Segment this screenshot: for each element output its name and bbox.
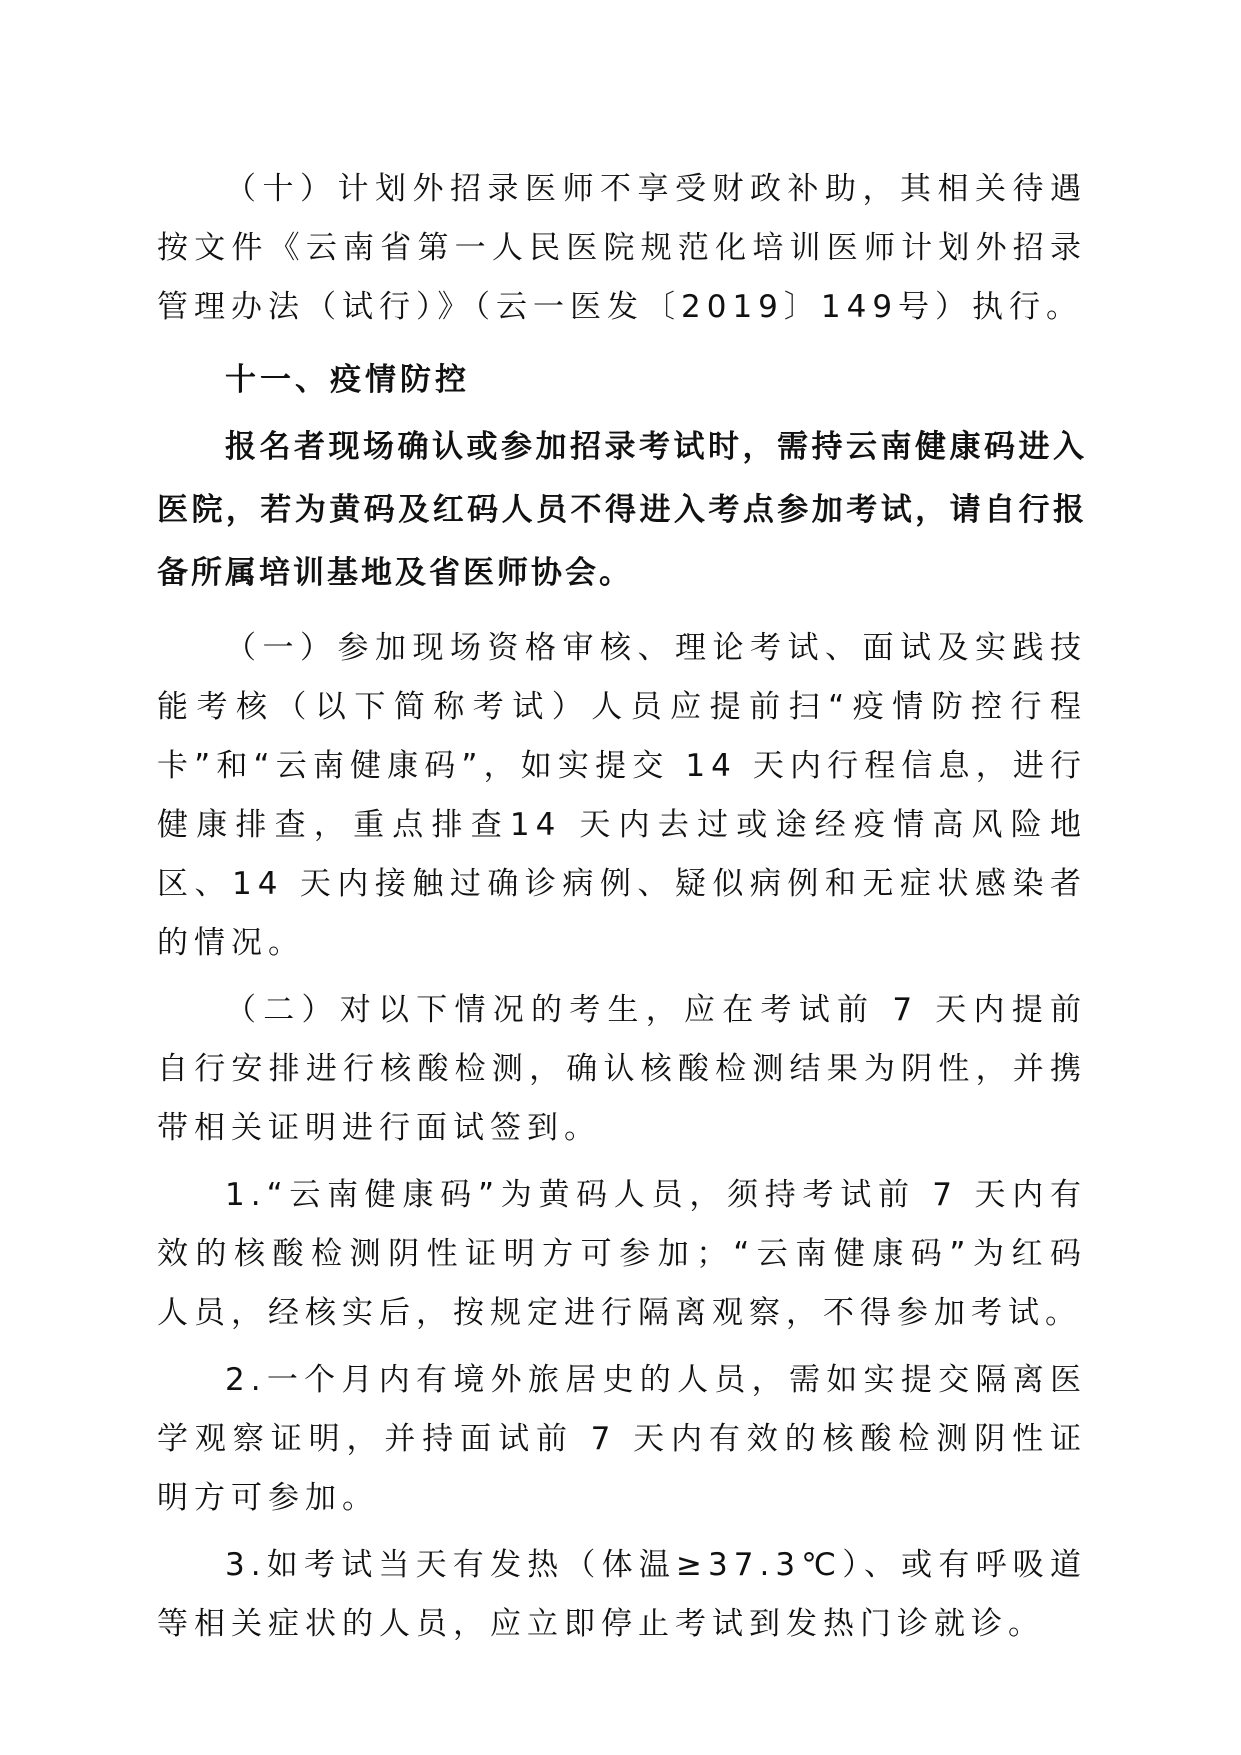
paragraph-item-two: （二）对以下情况的考生，应在考试前 7 天内提前自行安排进行核酸检测，确认核酸检测结果为阴性，并携带相关证明进行面试签到。 (157, 992, 1087, 1146)
paragraph-sub-item-1: 1.“云南健康码”为黄码人员，须持考试前 7 天内有效的核酸检测阴性证明方可参加；“云南健康码”为红码人员，经核实后，按规定进行隔离观察，不得参加考试。 (157, 1177, 1087, 1331)
paragraph-notice-bold: 报名者现场确认或参加招录考试时，需持云南健康码进入医院，若为黄码及红码人员不得进入考点参加考试，请自行报备所属培训基地及省医师协会。 (157, 429, 1087, 591)
paragraph-sub-item-3: 3.如考试当天有发热（体温≥37.3℃）、或有呼吸道等相关症状的人员，应立即停止考试到发热门诊就诊。 (157, 1547, 1087, 1642)
paragraph-item-one: （一）参加现场资格审核、理论考试、面试及实践技能考核（以下简称考试）人员应提前扫“疫情防控行程卡”和“云南健康码”，如实提交 14 天内行程信息，进行健康排查，重点排查14 天内去过或途经疫情高风险地区、14 天内接触过确诊病例、疑似病例和无症状感染者的情况。 (157, 630, 1087, 961)
paragraph-item-ten: （十）计划外招录医师不享受财政补助，其相关待遇按文件《云南省第一人民医院规范化培训医师计划外招录管理办法（试行）》（云一医发〔2019〕149号）执行。 (157, 171, 1087, 325)
paragraph-sub-item-2: 2.一个月内有境外旅居史的人员，需如实提交隔离医学观察证明，并持面试前 7 天内有效的核酸检测阴性证明方可参加。 (157, 1362, 1087, 1516)
section-heading-epidemic-control: 十一、疫情防控 (225, 362, 470, 398)
document-body (157, 160, 1087, 1654)
